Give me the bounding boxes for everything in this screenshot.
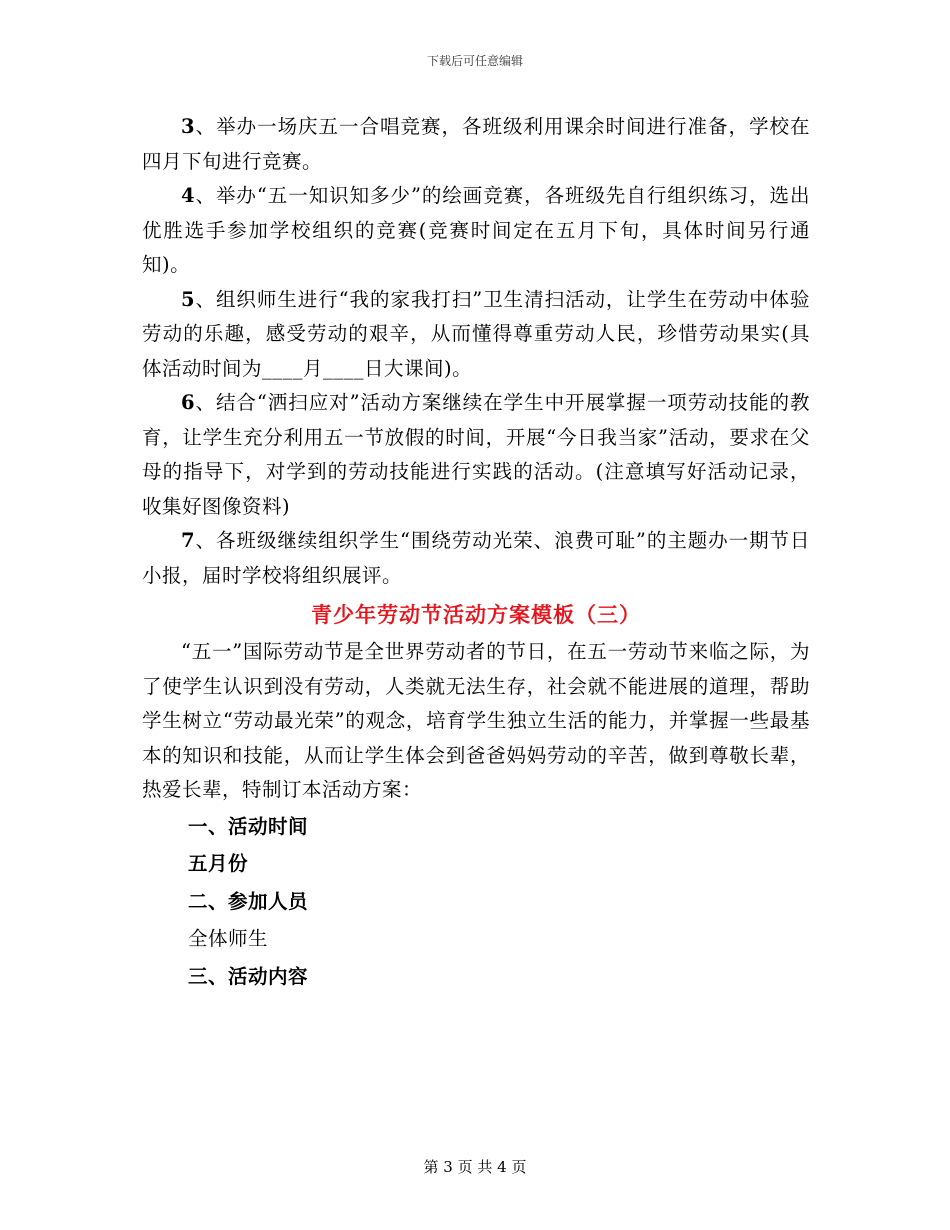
item-number: 6: [181, 391, 196, 414]
item-text: 、各班级继续组织学生“围绕劳动光荣、浪费可耻”的主题办一期节日小报，届时学校将组织展评。: [142, 529, 810, 587]
item-text: 、举办一场庆五一合唱竞赛，各班级利用课余时间进行准备，学校在四月下旬进行竞赛。: [142, 115, 810, 173]
heading-activity-content: 三、活动内容: [188, 964, 309, 988]
item-text: 、结合“洒扫应对”活动方案继续在学生中开展掌握一项劳动技能的教育，让学生充分利用五一节放假的时间，开展“今日我当家”活动，要求在父母的指导下，对学到的劳动技能进行实践的活动。(注意填写好活动记录，收集好图像资料): [142, 391, 810, 518]
item-number: 3: [181, 115, 196, 138]
item-number: 7: [181, 529, 196, 552]
item-number: 5: [181, 287, 196, 311]
heading-activity-time: 一、活动时间: [188, 814, 309, 838]
list-item-7: [142, 524, 810, 593]
activity-time-value: 五月份: [188, 852, 249, 875]
list-item-3: [142, 110, 810, 179]
page-footer: 第 3 页 共 4 页: [423, 1158, 527, 1176]
list-item-5: [142, 283, 810, 387]
item-text: 、举办“五一知识知多少”的绘画竞赛，各班级先自行组织练习，选出优胜选手参加学校组织的竞赛(竞赛时间定在五月下旬，具体时间另行通知)。: [142, 184, 810, 276]
item-number: 4: [181, 184, 196, 207]
section-title: 青少年劳动节活动方案模板（三）: [311, 602, 641, 627]
document-body: [142, 110, 810, 995]
intro-paragraph: “五一”国际劳动节是全世界劳动者的节日，在五一劳动节来临之际，为了使学生认识到没有劳动，人类就无法生存，社会就不能进展的道理，帮助学生树立“劳动最光荣”的观念，培育学生独立生活的能力，并掌握一些最基本的知识和技能，从而让学生体会到爸爸妈妈劳动的辛苦，做到尊敬长辈，热爱长辈，特制订本活动方案：: [142, 640, 810, 801]
list-item-4: [142, 179, 810, 283]
item-text: 、组织师生进行“我的家我打扫”卫生清扫活动，让学生在劳动中体验劳动的乐趣，感受劳动的艰辛，从而懂得尊重劳动人民，珍惜劳动果实(具体活动时间为____月____日大课间)。: [142, 287, 810, 380]
heading-participants: 二、参加人员: [188, 889, 309, 913]
participants-value: 全体师生: [188, 927, 269, 950]
list-item-6: [142, 386, 810, 524]
page-header: 下载后可任意编辑: [426, 54, 523, 68]
